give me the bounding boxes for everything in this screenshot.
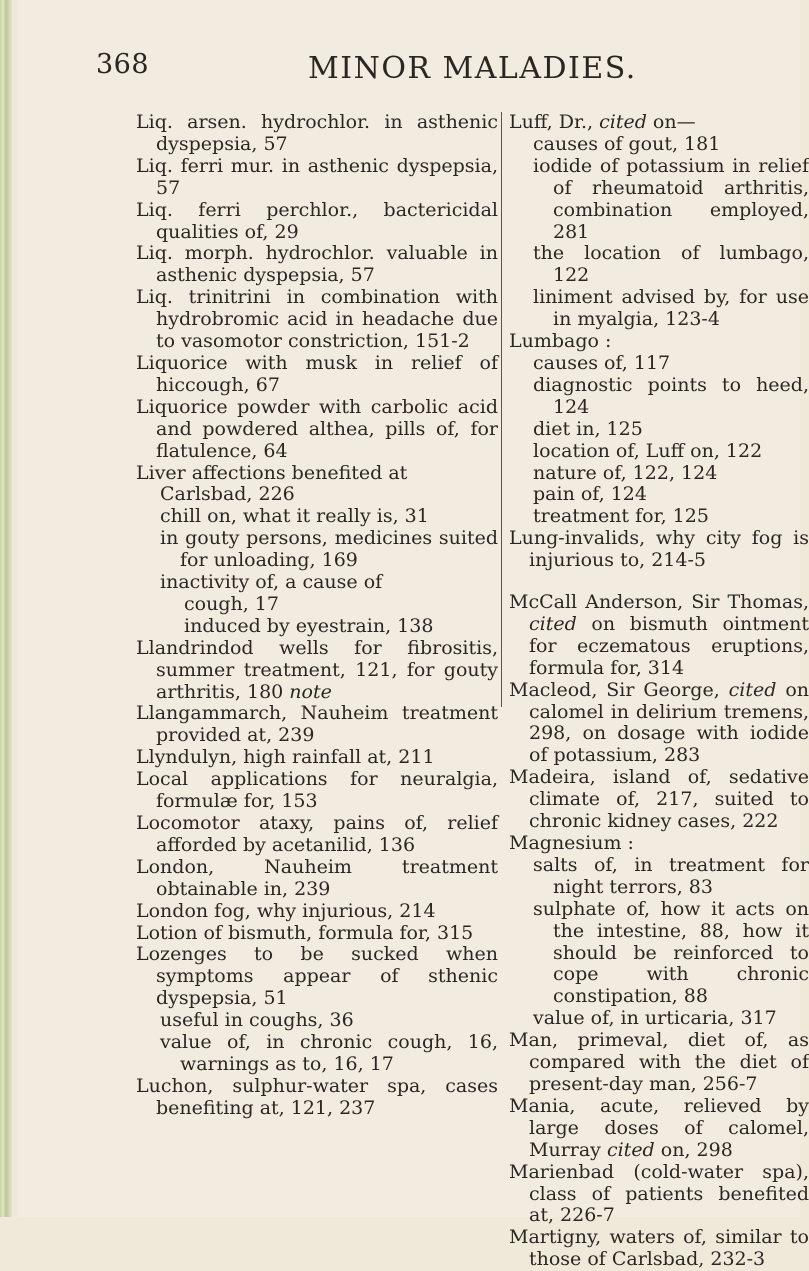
entry-italic-text: cited (600, 1138, 655, 1161)
index-subentry (509, 243, 809, 287)
index-entry (509, 112, 809, 134)
index-entry (136, 1076, 498, 1120)
entry-text: Man, primeval, diet of, as compared with the diet of present-day man, 256-7 (509, 1029, 809, 1095)
index-entry (136, 353, 498, 397)
index-entry (136, 923, 498, 945)
index-entry (136, 397, 498, 463)
index-subentry (136, 506, 498, 528)
entry-text: Liver affections benefited at (136, 461, 408, 484)
entry-text: useful in coughs, 36 (160, 1009, 354, 1032)
entry-text: induced by eyestrain, 138 (184, 614, 434, 637)
index-subentry (509, 287, 809, 331)
index-entry (136, 857, 498, 901)
entry-text: Llandrindod wells for fibrositis, summer treatment, 121, for gouty arthritis, 180 (136, 636, 498, 703)
entry-text: Lozenges to be sucked when symptoms appear of sthenic dyspepsia, 51 (136, 943, 498, 1010)
entry-text: cough, 17 (184, 592, 279, 615)
entry-text: diagnostic points to heed, 124 (533, 373, 809, 418)
entry-text: Llangammarch, Nauheim treatment provided at, 239 (136, 702, 498, 747)
entry-text: location of, Luff on, 122 (533, 439, 763, 462)
entry-text: Lotion of bismuth, formula for, 315 (136, 921, 474, 944)
book-page (18, 0, 809, 1271)
entry-suffix-text: on— (646, 111, 696, 133)
entry-text: Liq. trinitrini in combination with hydrobromic acid in headache due to vasomotor constriction, 151-2 (136, 286, 498, 353)
entry-text: salts of, in treatment for night terrors, 83 (533, 853, 809, 898)
index-entry (136, 769, 498, 813)
entry-text: Magnesium : (509, 832, 634, 854)
column-divider (501, 112, 502, 707)
index-entry (136, 703, 498, 747)
index-subentry (509, 484, 809, 506)
entry-text: Liq. morph. hydrochlor. valuable in asthenic dyspepsia, 57 (136, 242, 498, 287)
entry-text: pain of, 124 (533, 483, 647, 506)
index-entry (136, 638, 498, 704)
index-entry (509, 1096, 809, 1162)
page-number: 368 (96, 49, 150, 80)
index-entry (136, 287, 498, 353)
index-entry (509, 1162, 809, 1228)
entry-text: Luchon, sulphur-water spa, cases benefiting at, 121, 237 (136, 1074, 498, 1119)
entry-text: causes of, 117 (533, 351, 671, 374)
entry-text: the location of lumbago, 122 (533, 242, 809, 287)
index-entry (509, 833, 809, 855)
index-subentry (509, 855, 809, 899)
entry-text: Local applications for neuralgia, formulæ for, 153 (136, 768, 498, 813)
entry-gap (509, 572, 809, 592)
entry-italic-text: note (283, 680, 332, 703)
index-entry (509, 767, 809, 833)
entry-text: sulphate of, how it acts on the intestine, 88, how it should be reinforced to cope with chronic constipation, 88 (533, 897, 809, 1008)
entry-text: value of, in chronic cough, 16, warnings as to, 16, 17 (160, 1031, 498, 1075)
index-entry (509, 680, 809, 768)
entry-text: Liquorice with musk in relief of hiccough, 67 (136, 351, 498, 396)
entry-text: Llyndulyn, high rainfall at, 211 (136, 746, 435, 769)
index-entry (136, 112, 498, 156)
index-subentry (509, 375, 809, 419)
index-subentry (509, 1008, 809, 1030)
index-column-left (136, 112, 498, 1120)
index-subentry (136, 594, 498, 616)
entry-text: Lung-invalids, why city fog is injurious to, 214-5 (509, 527, 809, 572)
index-entry (136, 200, 498, 244)
entry-text: London, Nauheim treatment obtainable in, 239 (136, 855, 498, 900)
entry-text: Locomotor ataxy, pains of, relief afforded by acetanilid, 136 (136, 812, 498, 856)
entry-text: causes of gout, 181 (533, 132, 721, 155)
index-subentry (136, 484, 498, 506)
entry-suffix-text: on calomel in delirium tremens, 298, on dosage with iodide of potassium, 283 (529, 678, 809, 767)
index-column-right (509, 112, 809, 1271)
entry-text: Mania, acute, relieved by large doses of calomel, Murray (509, 1094, 809, 1161)
entry-text: Martigny, waters of, similar to those of Carlsbad, 232-3 (509, 1226, 809, 1271)
index-subentry (509, 134, 809, 156)
entry-italic-text: cited (719, 678, 777, 701)
index-entry (509, 331, 809, 353)
entry-text: liniment advised by, for use in myalgia, 123-4 (533, 286, 809, 331)
index-subentry (136, 616, 498, 638)
index-subentry (136, 1032, 498, 1076)
entry-text: chill on, what it really is, 31 (160, 505, 429, 528)
entry-text: London fog, why injurious, 214 (136, 899, 436, 922)
entry-italic-text: cited (593, 111, 647, 133)
entry-text: treatment for, 125 (533, 505, 709, 528)
entry-suffix-text: on bismuth ointment for eczematous eruptions, formula for, 314 (529, 612, 809, 679)
index-entry (509, 1030, 809, 1096)
index-subentry (509, 353, 809, 375)
index-entry (136, 813, 498, 857)
entry-text: Liq. ferri perchlor., bactericidal qualities of, 29 (136, 198, 498, 243)
entry-suffix-text: on, 298 (654, 1138, 733, 1161)
index-entry (136, 243, 498, 287)
entry-text: iodide of potassium in relief of rheumatoid arthritis, combination employed, 281 (533, 154, 809, 243)
running-head: MINOR MALADIES. (308, 51, 637, 86)
index-subentry (509, 441, 809, 463)
index-entry (509, 1227, 809, 1271)
entry-text: Liq. arsen. hydrochlor. in asthenic dyspepsia, 57 (136, 111, 498, 155)
entry-text: Madeira, island of, sedative climate of, 217, suited to chronic kidney cases, 222 (509, 766, 809, 833)
index-entry (136, 747, 498, 769)
index-subentry (509, 506, 809, 528)
index-subentry (136, 528, 498, 572)
index-subentry (136, 572, 498, 594)
entry-text: McCall Anderson, Sir Thomas, (509, 591, 809, 614)
index-subentry (509, 419, 809, 441)
page-binding-edge (0, 0, 12, 1217)
entry-text: Macleod, Sir George, (509, 678, 720, 701)
index-entry (509, 592, 809, 680)
index-entry (136, 156, 498, 200)
index-subentry (509, 899, 809, 1009)
entry-text: value of, in urticaria, 317 (533, 1007, 777, 1030)
entry-text: Lumbago : (509, 330, 612, 353)
index-subentry (136, 1010, 498, 1032)
entry-text: in gouty persons, medicines suited for unloading, 169 (160, 527, 498, 572)
index-entry (136, 944, 498, 1010)
index-entry (136, 901, 498, 923)
entry-text: Liquorice powder with carbolic acid and powdered althea, pills of, for flatulence, 64 (136, 395, 498, 462)
index-entry (136, 463, 498, 485)
entry-text: Luff, Dr., (509, 111, 594, 133)
index-subentry (509, 156, 809, 244)
entry-text: diet in, 125 (533, 417, 643, 440)
entry-text: Carlsbad, 226 (160, 483, 295, 506)
entry-text: nature of, 122, 124 (533, 461, 718, 484)
index-subentry (509, 463, 809, 485)
index-entry (509, 528, 809, 572)
entry-text: inactivity of, a cause of (160, 571, 383, 594)
entry-text: Liq. ferri mur. in asthenic dyspepsia, 57 (136, 154, 498, 199)
entry-italic-text: cited (529, 612, 577, 635)
entry-text: Marienbad (cold-water spa), class of patients benefited at, 226-7 (509, 1160, 809, 1227)
